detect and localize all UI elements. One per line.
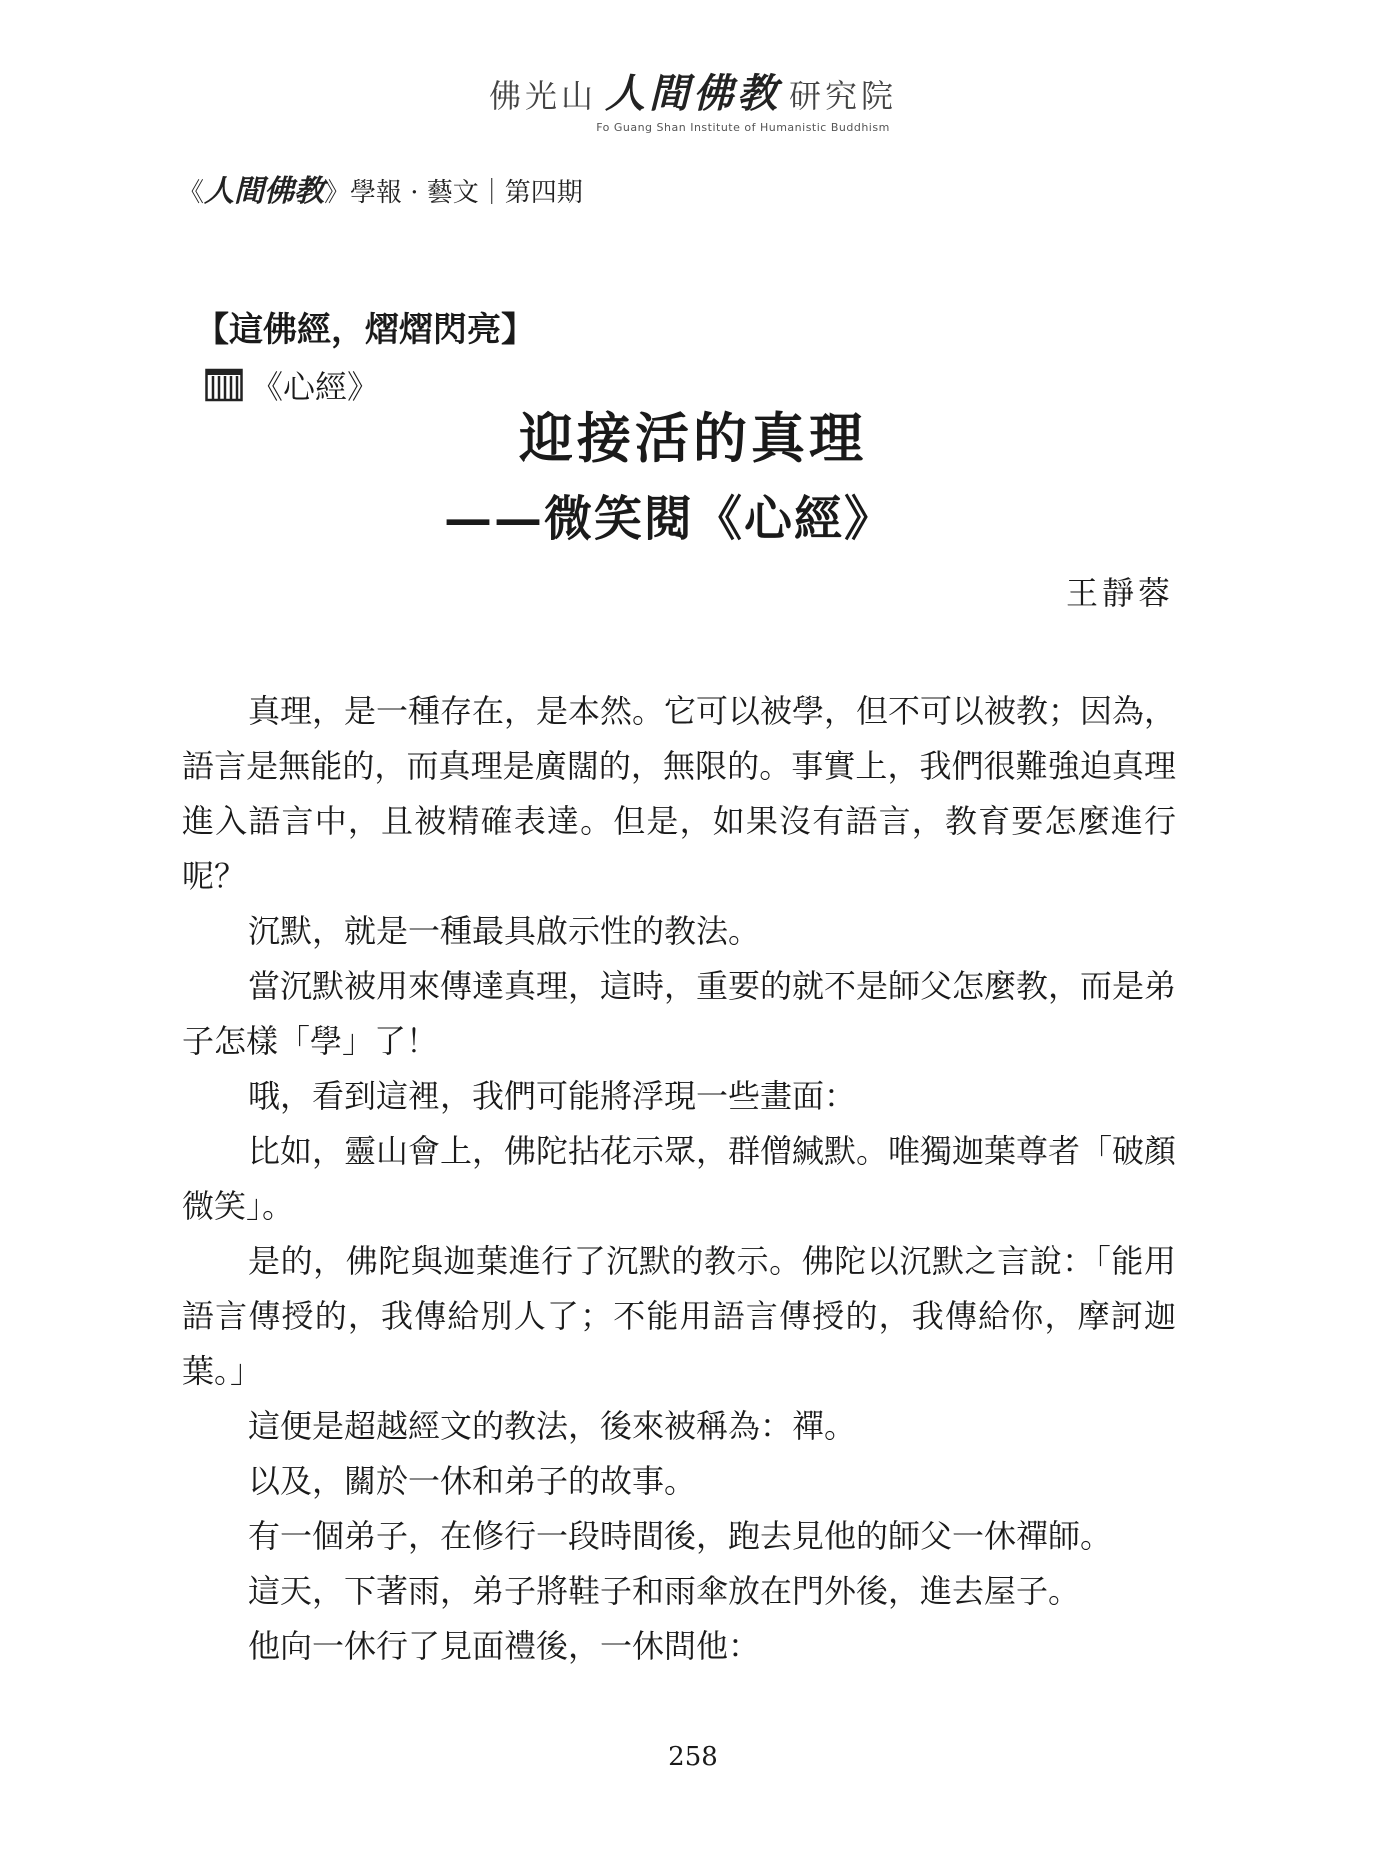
paragraph: 這便是超越經文的教法，後來被稱為：禪。: [248, 1407, 857, 1445]
paragraph: 哦，看到這裡，我們可能將浮現一些畫面：: [248, 1077, 857, 1115]
paragraph: 是的，佛陀與迦葉進行了沉默的教示。佛陀以沉默之言說：「能用語言傳授的，我傳給別人了；不能用語言傳授的，我傳給你，摩訶迦葉。」: [182, 1242, 1176, 1390]
journal-brand: 人間佛教: [204, 174, 325, 209]
paragraph: 這天，下著雨，弟子將鞋子和雨傘放在門外後，進去屋子。: [248, 1572, 1081, 1610]
paragraph: 以及，關於一休和弟子的故事。: [248, 1462, 697, 1500]
institute-header: [0, 62, 1386, 134]
paragraph: 當沉默被用來傳達真理，這時，重要的就不是師父怎麼教，而是弟子怎樣「學」了！: [182, 967, 1177, 1060]
journal-open-bracket: 《: [178, 178, 205, 208]
article-title: 迎接活的真理: [519, 406, 867, 470]
page-number: 258: [668, 1742, 718, 1772]
journal-running-header: [178, 166, 583, 210]
sutra-name: 《心經》: [251, 368, 380, 406]
paragraph: 有一個弟子，在修行一段時間後，跑去見他的師父一休禪師。: [248, 1517, 1113, 1555]
journal-issue: 》學報 · 藝文｜第四期: [324, 178, 583, 208]
paragraph: 沉默，就是一種最具啟示性的教法。: [248, 912, 761, 950]
article-body: [182, 684, 1176, 1674]
section-heading: 【這佛經，熠熠閃亮】: [195, 310, 535, 350]
institute-english-name: Fo Guang Shan Institute of Humanistic Buddhism: [596, 121, 890, 134]
institute-title: [0, 62, 1386, 119]
article-author: 王靜蓉: [1065, 574, 1174, 612]
institute-suffix: 研究院: [789, 77, 898, 115]
article-subtitle: ——微笑閱《心經》: [444, 491, 895, 547]
paragraph: 比如，靈山會上，佛陀拈花示眾，群僧緘默。唯獨迦葉尊者「破顏微笑」。: [182, 1132, 1177, 1225]
paragraph: 他向一休行了見面禮後，一休問他：: [248, 1627, 761, 1665]
institute-brand-logo: 人間佛教: [605, 70, 781, 117]
institute-prefix: 佛光山: [488, 77, 597, 115]
paragraph: 真理，是一種存在，是本然。它可以被學，但不可以被教；因為，語言是無能的，而真理是廣闊的，無限的。事實上，我們很難強迫真理進入語言中，且被精確表達。但是，如果沒有語言，教育要怎麼進行呢？: [182, 692, 1177, 895]
